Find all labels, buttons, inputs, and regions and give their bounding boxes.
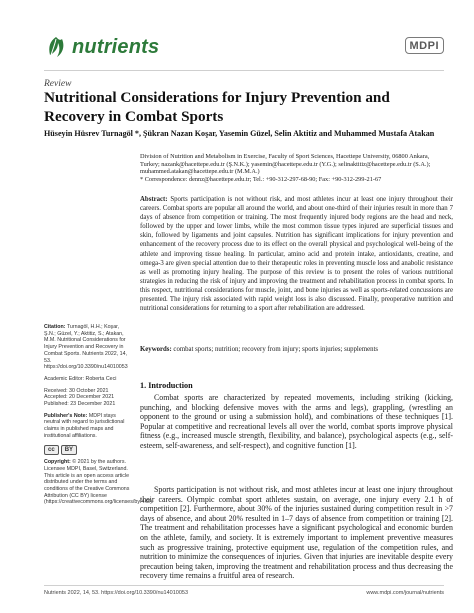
- academic-editor: Academic Editor: Roberta Ceci: [44, 375, 117, 382]
- leaf-logo-icon: [44, 35, 68, 59]
- copyright-text: © 2021 by the authors. Licensee MDPI, Basel, Switzerland. This article is an open access article distributed under the terms and conditions of the Creative Commons Attribution (CC BY) license (https://creativecommons.org/licenses/by/4.0/).: [44, 459, 154, 506]
- by-icon: BY: [61, 445, 77, 456]
- correspondence-text: * Correspondence: dennz@hacettepe.edu.tr; Tel.: +90-312-297-68-90; Fax: +90-312-299-21-67: [140, 175, 382, 183]
- published-date: Published: 23 December 2021: [44, 401, 116, 408]
- received-date: Received: 30 October 2021: [44, 387, 109, 394]
- intro-paragraph-1: Combat sports are characterized by repeated movements, including striking (kicking, punching, and blocking defensive moves with the arms and legs), grappling, (wrestling an opponent to the ground or using a submission hold), and combinations of these techniques [1]. Popular at competitive and recreational levels all over the world, combat sports improve physical fitness (e.g., increased muscle strength, flexibility, and balance), psychological aspects (e.g., self-esteem, self-awareness, and self-respect), and cognitive function [1].: [140, 393, 453, 450]
- article-sidebar: [44, 324, 154, 511]
- keywords: [140, 345, 453, 354]
- intro-paragraph-2: Sports participation is not without risk, and most athletes incur at least one injury throughout their careers. Olympic combat sport athletes sustain, on average, one injury every 2.1 h of competition [2]. Furthermore, about 30% of the injuries sustained during competition result in >7 days of absence, and about 20% resulted in 1–7 days of absence from competition or training [2]. The treatment and rehabilitation processes have a significant psychological and economic burden on the athlete, family, and society. It is extremely important to implement preventive measures such as progressive training, protective equipment use, regulation of the competition rules, and nutrition to minimize the consequences of injuries. Given that injuries are inevitable despite every precaution being taken, improving the treatment and rehabilitation process and thus decreasing the recovery time remains a fruitful area of research.: [140, 485, 453, 581]
- copyright-block: [44, 459, 154, 506]
- keywords-text: combat sports; nutrition; recovery from injury; sports injuries; supplements: [173, 346, 379, 353]
- publisher-note-label: Publisher's Note:: [44, 412, 88, 419]
- citation-text: Turnagöl, H.H.; Koşar, Ş.N.; Güzel, Y.; Aktitiz, S.; Atakan, M.M. Nutritional Considerations for Injury Prevention and Recovery in Combat Sports. Nutrients 2022, 14, 53. https://doi.org/10.3390/nu14010053: [44, 324, 128, 371]
- footer-journal-link[interactable]: www.mdpi.com/journal/nutrients: [366, 590, 444, 596]
- affiliation-block: [140, 153, 450, 183]
- journal-name: nutrients: [72, 35, 160, 58]
- cc-license-badge[interactable]: [44, 445, 132, 456]
- abstract: [140, 195, 453, 313]
- copyright-label: Copyright:: [44, 459, 71, 466]
- footer-citation[interactable]: Nutrients 2022, 14, 53. https://doi.org/10.3390/nu14010053: [44, 590, 189, 596]
- publisher-logo[interactable]: [405, 37, 445, 54]
- footer-divider: [44, 585, 444, 586]
- abstract-text: Sports participation is not without risk, and most athletes incur at least one injury throughout their careers. Combat sports are popular all around the world, and about one-third of their injuries result in more than 7 days of absence from competition or training. The most frequently injured body regions are the head and neck, followed by the upper and lower limbs, while the most common tissue types injured are superficial tissues and skin, followed by ligaments and joint capsules. Nutrition has significant implications for injury prevention and enhancement of the recovery process due to its effect on the overall physical and psychological well-being of the athlete and improving tissue healing. In particular, amino acid and protein intake, antioxidants, creatine, and omega-3 are given special attention due to their therapeutic roles in preventing muscle loss and anabolic resistance as well as promoting injury healing. The purpose of this review is to present the roles of various nutritional strategies in reducing the risk of injury and improving the treatment and rehabilitation process in combat sports. In this respect, nutritional considerations for muscle, joint, and bone injuries as well as sports-related concussions are presented. The injury risk associated with rapid weight loss is also discussed. Finally, preoperative nutrition and nutritional considerations for returning to a sport after rehabilitation are addressed.: [140, 196, 454, 313]
- affiliation-text: Division of Nutrition and Metabolism in Exercise, Faculty of Sport Sciences, Hacettepe University, 06800 Ankara, Turkey; nazank@hacettepe.edu.tr (Ş.N.K.); yasemin@hacettepe.edu.tr (Y.G.); selinaktitiz@hacettepe.edu.tr (S.A.); muhammed.atakan@hacettepe.edu.tr (M.M.A.): [140, 153, 431, 176]
- article-title: Nutritional Considerations for Injury Prevention and Recovery in Combat Sports: [44, 89, 390, 125]
- mdpi-logo-icon: MDPI: [405, 37, 445, 54]
- citation-label: Citation:: [44, 324, 66, 330]
- author-list: Hüseyin Hüsrev Turnagöl *, Şükran Nazan Koşar, Yasemin Güzel, Selin Aktitiz and Muhammed Mustafa Atakan: [44, 129, 435, 138]
- abstract-label: Abstract:: [140, 196, 168, 203]
- journal-logo[interactable]: [44, 35, 159, 59]
- section-title: 1. Introduction: [140, 381, 193, 390]
- cc-icon: cc: [44, 445, 59, 456]
- publisher-note: [44, 413, 132, 440]
- citation-block[interactable]: [44, 324, 132, 371]
- accepted-date: Accepted: 20 December 2021: [44, 394, 115, 401]
- header-divider: [44, 70, 444, 71]
- publisher-note-text: MDPI stays neutral with regard to jurisdictional claims in published maps and institutional affiliations.: [44, 412, 125, 439]
- keywords-label: Keywords:: [140, 346, 172, 353]
- article-type: Review: [44, 79, 72, 89]
